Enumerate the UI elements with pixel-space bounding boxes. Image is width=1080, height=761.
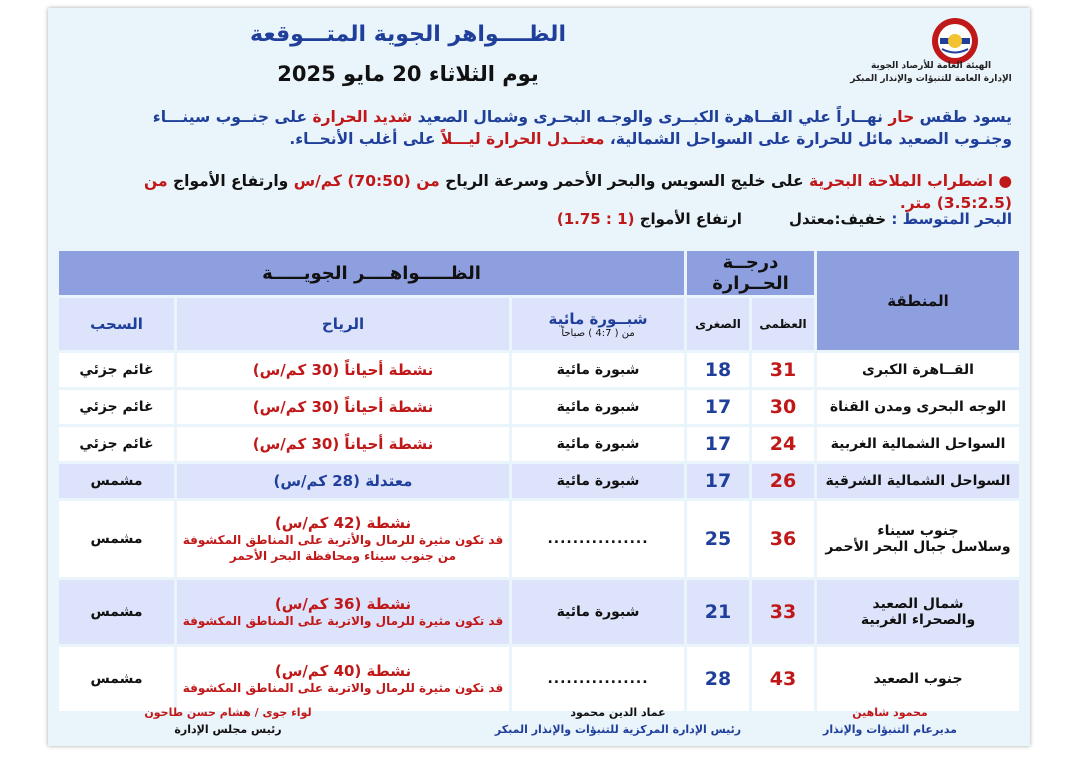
wind-note: قد تكون مثيرة للرمال والأتربة على المناطق المكشوفة (182, 533, 504, 547)
marine-text: على خليج السويس والبحر الأحمر وسرعة الرياح (445, 172, 804, 190)
summary-text: وجنـوب الصعيد (898, 130, 1012, 148)
temperature-header: درجــة الحــرارة (687, 251, 814, 295)
signature-title: رئيس الإدارة المركزية للتنبؤات والإنذار المبكر (494, 723, 742, 736)
clouds-cell: غائم جزئي (59, 390, 174, 424)
fog-cell: شبورة مائية (512, 427, 684, 461)
region-line-1: شمال الصعيد (872, 596, 964, 612)
min-header: الصغرى (687, 298, 749, 350)
clouds-cell: مشمس (59, 501, 174, 577)
org-line-2: الإدارة العامة للتنبؤات والإنذار المبكر (850, 74, 1012, 84)
marine-text: وارتفاع الأمواج (172, 172, 289, 190)
fog-cell: شبورة مائية (512, 464, 684, 498)
fog-cell: شبورة مائية (512, 390, 684, 424)
wind-speed: نشطة (42 كم/س) (274, 514, 412, 532)
bullet-icon: ● (998, 172, 1012, 190)
forecast-date (48, 62, 768, 86)
clouds-header: السحب (59, 298, 174, 350)
wind-cell: معتدلة (28 كم/س) (177, 464, 509, 498)
signature-title: مديرعام التنبؤات والإنذار (823, 723, 957, 736)
fog-header-sub: من ( 4:7 ) صباحاً (561, 327, 635, 339)
max-temp: 36 (752, 501, 814, 577)
wind-speed: نشطة (40 كم/س) (274, 662, 412, 680)
wind-cell (177, 580, 509, 644)
sea-state: خفيف:معتدل (788, 210, 887, 228)
page-title: الظــــواهر الجوية المتـــوقعة (249, 22, 566, 47)
max-temp: 31 (752, 353, 814, 387)
min-temp: 28 (687, 647, 749, 711)
signature-board-chairman (128, 704, 328, 738)
general-summary (72, 106, 1012, 150)
region-cell (817, 580, 1019, 644)
fog-header-label: شبــورة مائية (548, 309, 648, 328)
wind-header: الرياح (177, 298, 509, 350)
region-cell: السواحل الشمالية الغربية (817, 427, 1019, 461)
forecast-table (56, 248, 1022, 714)
mediterranean-status (72, 208, 1012, 230)
region-cell: القــاهرة الكبرى (817, 353, 1019, 387)
organization-name (846, 60, 1016, 86)
wave-height: (1 : 1.75) (556, 210, 635, 228)
org-line-1: الهيئة العامة للأرصاد الجوية (870, 61, 992, 71)
min-temp: 17 (687, 427, 749, 461)
date-prefix: يوم (502, 62, 539, 86)
table-row (59, 580, 1019, 644)
wind-note: قد تكون مثيرة للرمال والاتربة على المناطق المكشوفة (182, 614, 504, 628)
summary-text: على جنــوب سينـــاء (152, 108, 308, 126)
region-header: المنطقة (817, 251, 1019, 350)
region-line-2: وسلاسل جبال البحر الأحمر (825, 539, 1011, 555)
clouds-cell: غائم جزئي (59, 353, 174, 387)
summary-text: مائل للحرارة على السواحل الشمالية، (609, 130, 894, 148)
min-temp: 18 (687, 353, 749, 387)
marine-text: اضطراب الملاحة البحرية (808, 172, 994, 190)
marine-text: من (70:50) كم/س (293, 172, 440, 190)
max-temp: 33 (752, 580, 814, 644)
max-temp: 24 (752, 427, 814, 461)
bulletin-sheet (48, 8, 1030, 746)
clouds-cell: غائم جزئي (59, 427, 174, 461)
wind-note: قد تكون مثيرة للرمال والاتربة على المناطق المكشوفة (182, 681, 504, 695)
max-temp: 26 (752, 464, 814, 498)
min-temp: 25 (687, 501, 749, 577)
summary-highlight: ليـــلاً (440, 130, 481, 148)
min-temp: 21 (687, 580, 749, 644)
sea-label: البحر المتوسط : (891, 210, 1012, 228)
summary-text: على أغلب الأنحــاء. (289, 130, 436, 148)
wind-cell: نشطة أحياناً (30 كم/س) (177, 353, 509, 387)
wind-cell (177, 647, 509, 711)
min-temp: 17 (687, 464, 749, 498)
summary-highlight: حار (888, 108, 915, 126)
region-line-1: جنوب سيناء (877, 523, 959, 539)
table-row (59, 647, 1019, 711)
min-temp: 17 (687, 390, 749, 424)
signature-name: محمود شاهين (852, 706, 928, 719)
region-line-2: والصحراء الغربية (860, 612, 976, 628)
table-row (59, 501, 1019, 577)
wind-cell: نشطة أحياناً (30 كم/س) (177, 427, 509, 461)
signature-name: عماد الدين محمود (570, 706, 666, 719)
fog-header (512, 298, 684, 350)
fog-cell: شبورة مائية (512, 580, 684, 644)
clouds-cell: مشمس (59, 647, 174, 711)
wave-label: ارتفاع الأمواج (639, 210, 742, 228)
fog-cell: شبورة مائية (512, 353, 684, 387)
region-cell (817, 501, 1019, 577)
max-header: العظمى (752, 298, 814, 350)
marine-text: من (3.5:2.5) متر. (144, 172, 1012, 212)
table-row (59, 427, 1019, 461)
signature-title: رئيس مجلس الإدارة (174, 723, 282, 736)
summary-highlight: معتــدل الحرارة (486, 130, 605, 148)
table-row (59, 464, 1019, 498)
phenomena-header: الظـــــواهــــر الجويـــــة (59, 251, 684, 295)
summary-highlight: شديد الحرارة (312, 108, 413, 126)
summary-text: يسود طقس (919, 108, 1012, 126)
clouds-cell: مشمس (59, 580, 174, 644)
date-value: الثلاثاء 20 مايو 2025 (277, 62, 495, 86)
region-cell: الوجه البحرى ومدن القناة (817, 390, 1019, 424)
wind-cell: نشطة أحياناً (30 كم/س) (177, 390, 509, 424)
region-cell: السواحل الشمالية الشرقية (817, 464, 1019, 498)
max-temp: 30 (752, 390, 814, 424)
table-row (59, 390, 1019, 424)
meteorological-authority-logo (930, 16, 980, 66)
fog-cell: ................ (512, 647, 684, 711)
fog-cell: ................ (512, 501, 684, 577)
signature-central-administration (468, 704, 768, 738)
wind-note-2: من جنوب سيناء ومحافظة البحر الأحمر (229, 549, 457, 563)
wind-cell (177, 501, 509, 577)
signature-forecast-director (790, 704, 990, 738)
table-row (59, 353, 1019, 387)
wind-speed: نشطة (36 كم/س) (274, 595, 412, 613)
summary-text: نهــاراً علي القــاهرة الكبــرى والوجـه البحـرى وشمال الصعيد (417, 108, 883, 126)
signature-name: لواء جوى / هشام حسن طاحون (144, 706, 312, 719)
max-temp: 43 (752, 647, 814, 711)
clouds-cell: مشمس (59, 464, 174, 498)
region-cell: جنوب الصعيد (817, 647, 1019, 711)
